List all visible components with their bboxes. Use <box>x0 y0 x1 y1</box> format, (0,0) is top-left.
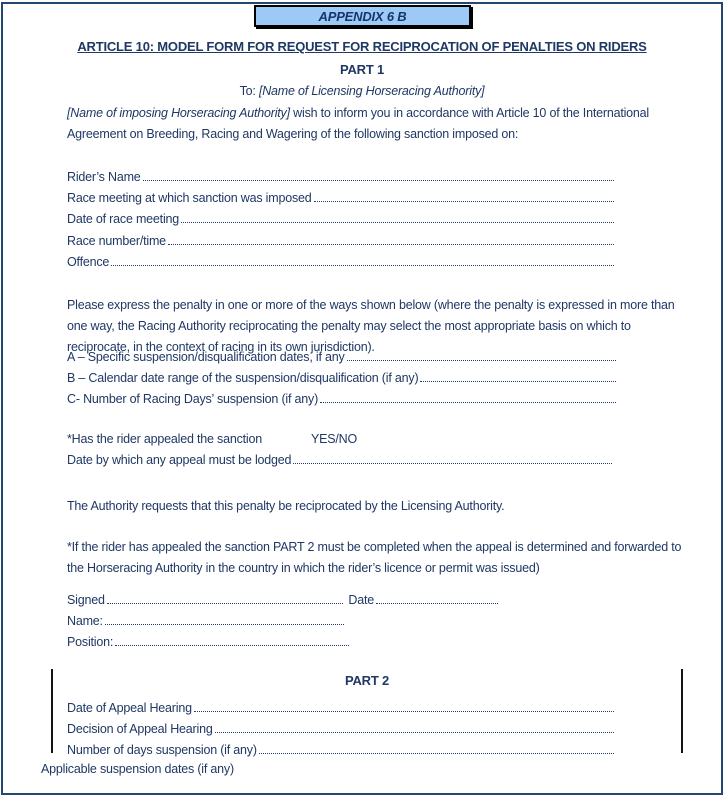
field-label: Decision of Appeal Hearing <box>67 722 213 737</box>
option-b-fill-line[interactable] <box>420 381 616 382</box>
applicable-suspension-dates-line: Applicable suspension dates (if any) <box>41 762 234 776</box>
field-riders-name <box>67 167 614 188</box>
field-label: Date of Appeal Hearing <box>67 701 192 715</box>
field-decision-of-appeal-hearing <box>67 719 614 740</box>
penalty-line-1: Please express the penalty in one or more of the ways shown below (where the penalty is expressed in more than <box>67 298 675 312</box>
date-fill-line[interactable] <box>376 603 498 604</box>
part1-heading: PART 1 <box>339 62 385 77</box>
imposing-authority-placeholder: [Name of imposing Horseracing Authority] <box>67 106 290 120</box>
field-label: Race meeting at which sanction was imposed <box>67 191 312 206</box>
appeal-yes-no-choice[interactable]: YES/NO <box>311 432 358 446</box>
appeal-note-paragraph <box>67 537 681 579</box>
name-label: Name: <box>67 614 103 629</box>
note-line-2: the Horseracing Authority in the country in which the rider’s licence or permit was issued) <box>67 560 540 575</box>
field-label: Race number/time <box>67 233 166 248</box>
option-label: B – Calendar date range of the suspension/disqualification (if any) <box>67 371 419 386</box>
date-of-appeal-hearing-fill-line[interactable] <box>194 711 614 712</box>
penalty-line-3: reciprocate, in the context of racing in its own jurisdiction). <box>67 339 375 354</box>
riders-name-fill-line[interactable] <box>143 180 614 181</box>
field-date-of-appeal-hearing <box>67 698 614 719</box>
intro-paragraph <box>67 103 649 145</box>
field-label: Offence <box>67 254 110 269</box>
signed-date-row <box>67 590 498 611</box>
name-row <box>67 611 344 632</box>
appeal-deadline-label: Date by which any appeal must be lodged <box>67 453 292 468</box>
field-label: Date of race meeting <box>67 212 180 227</box>
document-page <box>1 2 723 795</box>
race-meeting-fill-line[interactable] <box>314 201 614 202</box>
intro-line-2: Agreement on Breeding, Racing and Wagering of the following sanction imposed on: <box>67 126 519 141</box>
part2-heading: PART 2 <box>344 673 390 688</box>
offence-fill-line[interactable] <box>111 265 614 266</box>
reciprocation-request-line: The Authority requests that this penalty be reciprocated by the Licensing Authority. <box>67 499 505 513</box>
field-number-of-days-suspension <box>67 740 614 761</box>
field-offence <box>67 252 614 273</box>
appendix-label: APPENDIX 6 B <box>318 8 407 24</box>
part1-fields <box>67 167 614 273</box>
to-prefix: To: <box>239 84 259 98</box>
field-date-of-race-meeting <box>67 209 614 230</box>
option-a-specific-dates <box>67 347 616 368</box>
position-fill-line[interactable] <box>115 645 349 646</box>
field-label: Number of days suspension (if any) <box>67 743 257 758</box>
appeal-question-label: *Has the rider appealed the sanction <box>67 432 263 446</box>
note-line-1: *If the rider has appealed the sanction PART 2 must be completed when the appeal is determined and forwarded to <box>67 540 682 554</box>
option-c-racing-days <box>67 389 616 410</box>
to-line <box>3 84 721 98</box>
date-label: Date <box>348 593 374 607</box>
part2-section <box>51 669 683 758</box>
appeal-deadline-row <box>67 450 612 471</box>
position-label: Position: <box>67 635 114 650</box>
part2-fields <box>67 698 614 762</box>
penalty-line-2: one way, the Racing Authority reciprocating the penalty may select the most appropriate basis on which to <box>67 318 631 333</box>
option-c-fill-line[interactable] <box>320 402 616 403</box>
page-title: ARTICLE 10: MODEL FORM FOR REQUEST FOR RECIPROCATION OF PENALTIES ON RIDERS <box>77 39 647 54</box>
appeal-deadline-fill-line[interactable] <box>293 463 612 464</box>
signed-fill-line[interactable] <box>107 603 344 604</box>
intro-line-1: [Name of imposing Horseracing Authority] wish to inform you in accordance with Article 10 of the International <box>67 106 650 120</box>
option-label: A – Specific suspension/disqualification dates, if any <box>67 350 345 364</box>
option-label: C- Number of Racing Days’ suspension (if any) <box>67 392 319 407</box>
signature-block <box>67 590 498 654</box>
appeal-section <box>67 429 612 471</box>
field-label: Rider’s Name <box>67 170 141 184</box>
field-race-number-time <box>67 231 614 252</box>
appeal-question-row <box>67 429 612 450</box>
signed-label: Signed <box>67 593 105 607</box>
number-of-days-suspension-fill-line[interactable] <box>259 753 614 754</box>
decision-of-appeal-hearing-fill-line[interactable] <box>215 732 614 733</box>
name-fill-line[interactable] <box>105 624 344 625</box>
field-race-meeting <box>67 188 614 209</box>
position-row <box>67 632 349 653</box>
date-of-race-meeting-fill-line[interactable] <box>181 222 614 223</box>
penalty-options <box>67 347 616 411</box>
race-number-time-fill-line[interactable] <box>168 244 614 245</box>
option-b-date-range <box>67 368 616 389</box>
option-a-fill-line[interactable] <box>347 360 616 361</box>
appendix-label-box <box>254 5 471 27</box>
licensing-authority-placeholder: [Name of Licensing Horseracing Authority] <box>258 84 485 98</box>
